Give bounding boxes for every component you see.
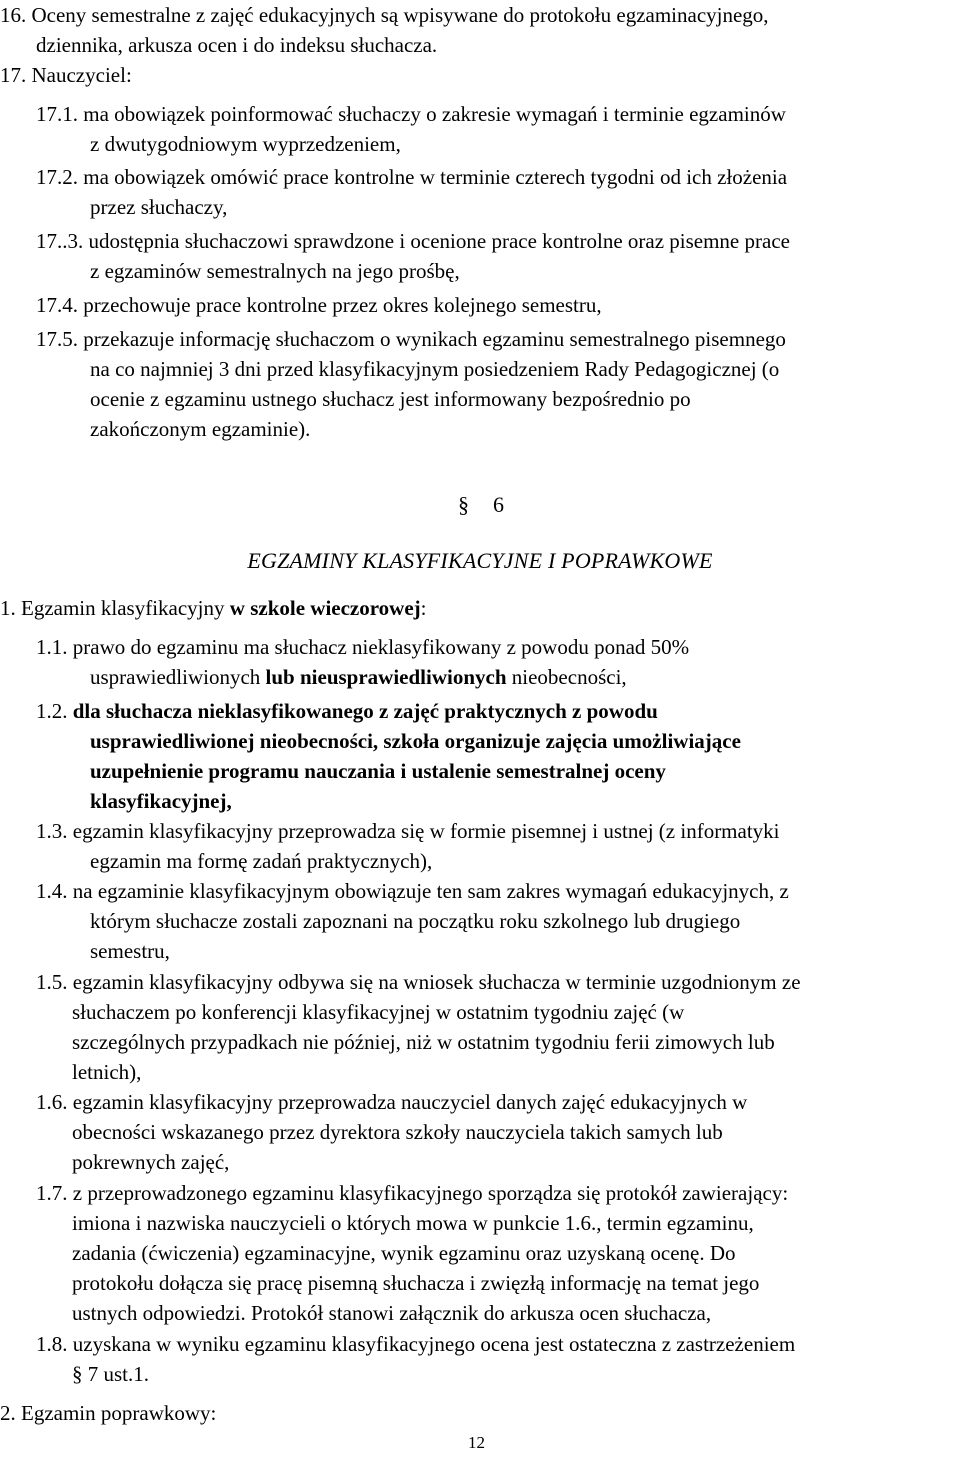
text-line: 17.4. przechowuje prace kontrolne przez okres kolejnego semestru, <box>36 293 602 317</box>
text-run-bold: dla słuchacza nieklasyfikowanego z zajęć praktycznych z powodu <box>72 699 658 723</box>
text-run: usprawiedliwionych <box>90 665 266 689</box>
text-line: zakończonym egzaminie). <box>90 417 311 441</box>
item-1-8 <box>0 1329 944 1389</box>
item-1-7 <box>0 1178 944 1328</box>
text-line: klasyfikacyjnej, <box>90 789 232 813</box>
text-line: 1.1. prawo do egzaminu ma słuchacz nieklasyfikowany z powodu ponad 50% <box>36 635 690 659</box>
text-line: dziennika, arkusza ocen i do indeksu słuchacza. <box>36 33 438 57</box>
text-line: imiona i nazwiska nauczycieli o których mowa w punkcie 1.6., termin egzaminu, <box>72 1211 754 1235</box>
text-line: egzamin ma formę zadań praktycznych), <box>90 849 433 873</box>
text-line: obecności wskazanego przez dyrektora szkoły nauczyciela takich samych lub <box>72 1120 723 1144</box>
subsection-2-heading <box>0 1398 944 1428</box>
text-line: 1.5. egzamin klasyfikacyjny odbywa się na wniosek słuchacza w terminie uzgodnionym ze <box>36 970 801 994</box>
section-title: EGZAMINY KLASYFIKACYJNE I POPRAWKOWE <box>247 548 713 573</box>
item-1-3 <box>0 816 944 876</box>
text-line: 16. Oceny semestralne z zajęć edukacyjnych są wpisywane do protokołu egzaminacyjnego, <box>0 3 769 27</box>
text-line: zadania (ćwiczenia) egzaminacyjne, wynik egzaminu oraz uzyskaną ocenę. Do <box>72 1241 736 1265</box>
section-number-value: 6 <box>493 492 504 517</box>
heading-text: 1. Egzamin klasyfikacyjny <box>0 596 230 620</box>
text-line: ustnych odpowiedzi. Protokół stanowi załącznik do arkusza ocen słuchacza, <box>72 1301 712 1325</box>
text-line: 17. Nauczyciel: <box>0 63 132 87</box>
text-run: nieobecności, <box>506 665 627 689</box>
section-number <box>458 490 504 520</box>
text-line <box>0 593 944 623</box>
text-line: przez słuchaczy, <box>90 195 228 219</box>
subsection-1-heading <box>0 593 944 623</box>
text-line: 17..3. udostępnia słuchaczowi sprawdzone i ocenione prace kontrolne oraz pisemne prace <box>36 229 790 253</box>
text-line: 17.2. ma obowiązek omówić prace kontrolne w terminie czterech tygodni od ich złożenia <box>36 165 788 189</box>
text-line: na co najmniej 3 dni przed klasyfikacyjnym posiedzeniem Rady Pedagogicznej (o <box>90 357 780 381</box>
text-line: z dwutygodniowym wyprzedzeniem, <box>90 132 401 156</box>
text-run-bold: lub nieusprawiedliwionych <box>265 665 507 689</box>
text-line <box>0 696 944 726</box>
text-line: słuchaczem po konferencji klasyfikacyjnej w ostatnim tygodniu zajęć (w <box>72 1000 685 1024</box>
item-1-1 <box>0 632 944 692</box>
text-line: z egzaminów semestralnych na jego prośbę, <box>90 259 460 283</box>
item-17-1 <box>0 99 944 159</box>
item-1-2 <box>0 696 944 816</box>
text-line: 1.6. egzamin klasyfikacyjny przeprowadza nauczyciel danych zajęć edukacyjnych w <box>36 1090 748 1114</box>
section-sign: § <box>458 492 469 517</box>
item-17-5 <box>0 324 944 444</box>
page-number: 12 <box>468 1433 485 1452</box>
text-line: pokrewnych zajęć, <box>72 1150 230 1174</box>
item-1-5 <box>0 967 944 1087</box>
item-17-4 <box>0 290 944 320</box>
item-1-4 <box>0 876 944 966</box>
text-line: 1.7. z przeprowadzonego egzaminu klasyfikacyjnego sporządza się protokół zawierający: <box>36 1181 789 1205</box>
text-line: letnich), <box>72 1060 142 1084</box>
text-line: szczególnych przypadkach nie później, niż w ostatnim tygodniu ferii zimowych lub <box>72 1030 775 1054</box>
item-17-3 <box>0 226 944 286</box>
text-line: § 7 ust.1. <box>72 1362 150 1386</box>
text-line: 1.3. egzamin klasyfikacyjny przeprowadza się w formie pisemnej i ustnej (z informatyki <box>36 819 780 843</box>
text-line: 17.1. ma obowiązek poinformować słuchaczy o zakresie wymagań i terminie egzaminów <box>36 102 786 126</box>
text-line: 1.4. na egzaminie klasyfikacyjnym obowiązuje ten sam zakres wymagań edukacyjnych, z <box>36 879 789 903</box>
text-line <box>0 662 944 692</box>
paragraph-16 <box>0 0 944 60</box>
item-number: 1.2. <box>36 699 73 723</box>
text-line: 2. Egzamin poprawkowy: <box>0 1401 217 1425</box>
text-line: semestru, <box>90 939 170 963</box>
text-line: którym słuchacze zostali zapoznani na początku roku szkolnego lub drugiego <box>90 909 741 933</box>
heading-colon: : <box>420 596 427 620</box>
text-line: 17.5. przekazuje informację słuchaczom o wynikach egzaminu semestralnego pisemnego <box>36 327 786 351</box>
item-17-2 <box>0 162 944 222</box>
text-line: ocenie z egzaminu ustnego słuchacz jest informowany bezpośrednio po <box>90 387 691 411</box>
text-line: protokołu dołącza się pracę pisemną słuchacza i zwięzłą informację na temat jego <box>72 1271 760 1295</box>
paragraph-17-heading <box>0 60 944 90</box>
text-line: 1.8. uzyskana w wyniku egzaminu klasyfikacyjnego ocena jest ostateczna z zastrzeżeniem <box>36 1332 796 1356</box>
text-line: usprawiedliwionej nieobecności, szkoła organizuje zajęcia umożliwiające <box>90 729 741 753</box>
text-line: uzupełnienie programu nauczania i ustalenie semestralnej oceny <box>90 759 666 783</box>
item-1-6 <box>0 1087 944 1177</box>
heading-bold-text: w szkole wieczorowej <box>229 596 421 620</box>
